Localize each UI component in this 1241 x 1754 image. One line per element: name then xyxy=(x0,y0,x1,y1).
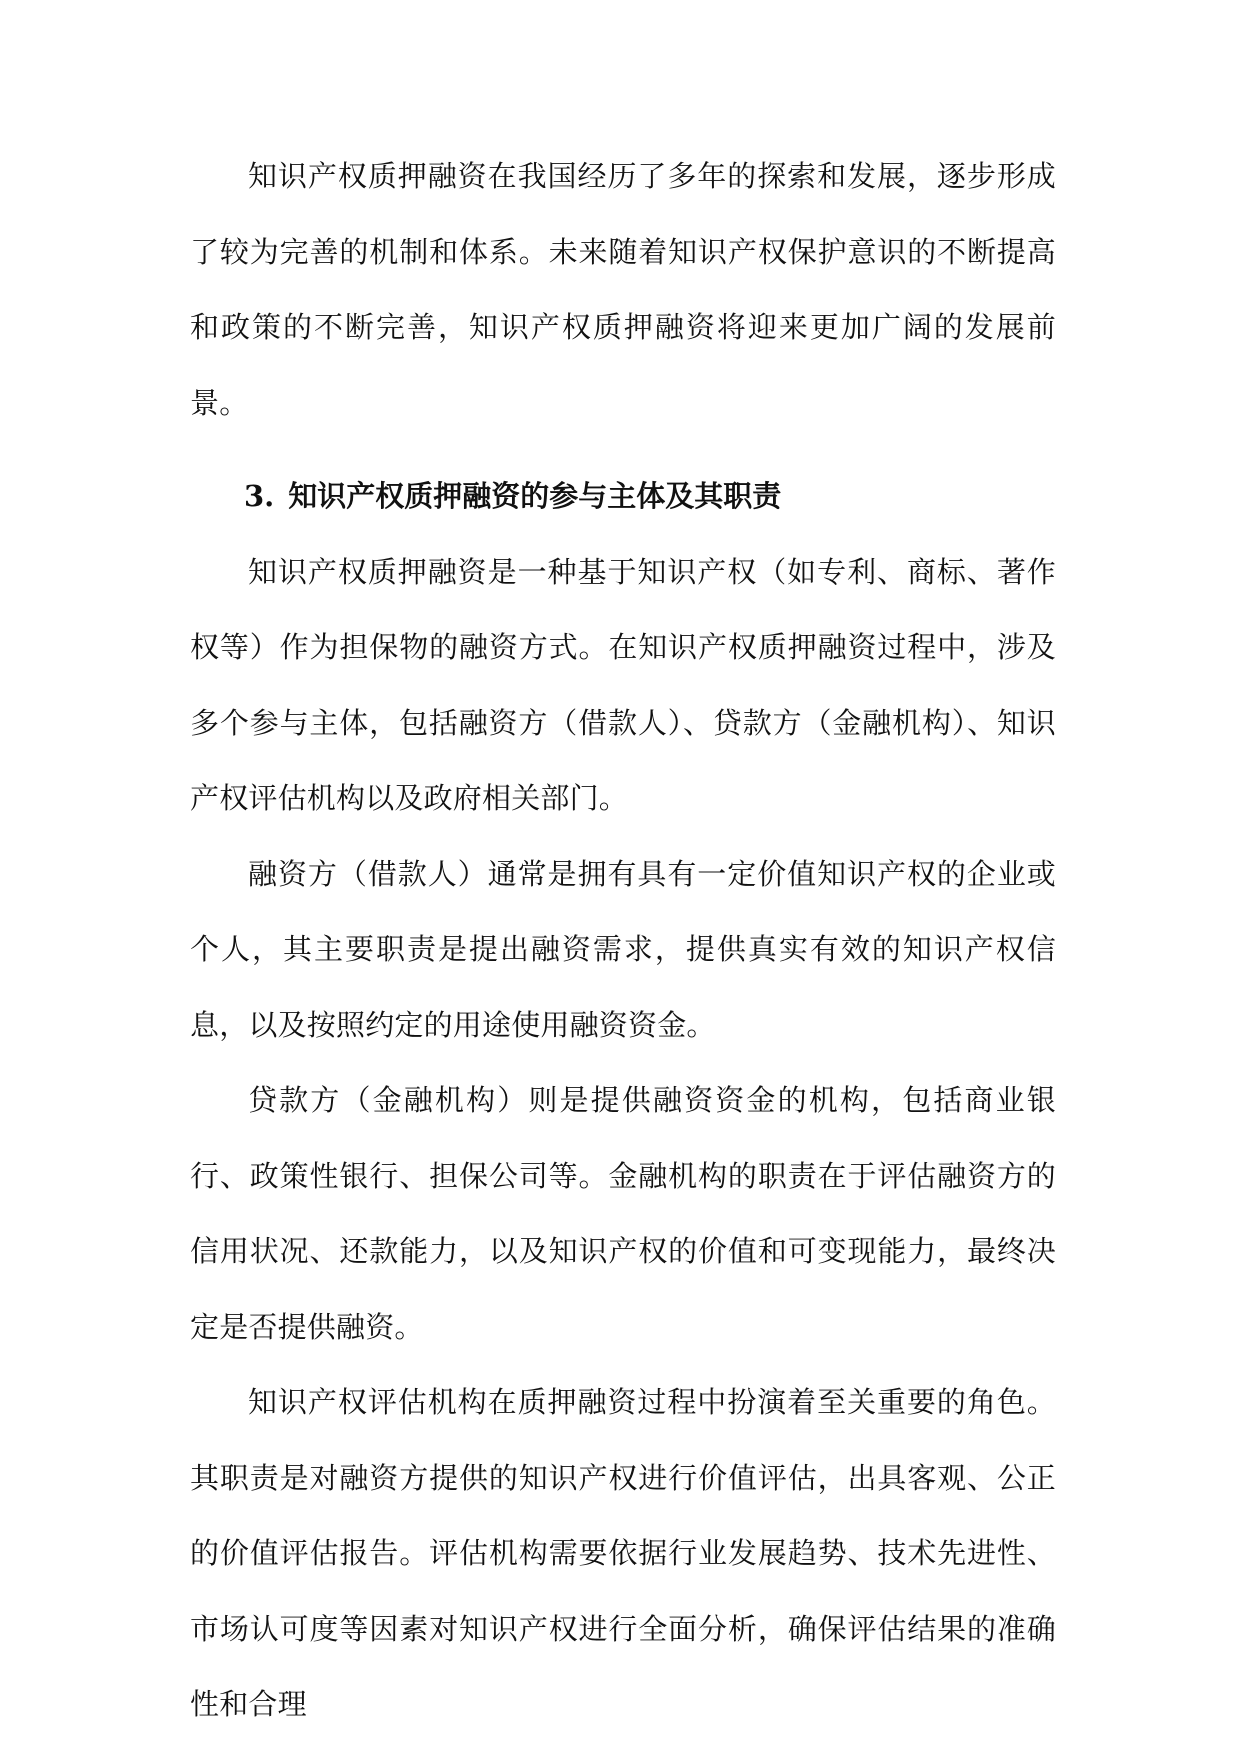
paragraph-appraiser: 知识产权评估机构在质押融资过程中扮演着至关重要的角色。其职责是对融资方提供的知识产权进行价值评估，出具客观、公正的价值评估报告。评估机构需要依据行业发展趋势、技术先进性、市场认可度等因素对知识产权进行全面分析，确保评估结果的准确性和合理 xyxy=(190,1385,1056,1721)
paragraph-borrower: 融资方（借款人）通常是拥有具有一定价值知识产权的企业或个人，其主要职责是提出融资需求，提供真实有效的知识产权信息，以及按照约定的用途使用融资资金。 xyxy=(190,856,1056,1042)
paragraph-intro: 知识产权质押融资在我国经历了多年的探索和发展，逐步形成了较为完善的机制和体系。未来随着知识产权保护意识的不断提高和政策的不断完善，知识产权质押融资将迎来更加广阔的发展前景。 xyxy=(190,159,1056,420)
section-title: 知识产权质押融资的参与主体及其职责 xyxy=(288,479,782,513)
section-number: 3. xyxy=(244,479,275,513)
document-body xyxy=(190,139,1056,1743)
paragraph-lender: 贷款方（金融机构）则是提供融资资金的机构，包括商业银行、政策性银行、担保公司等。金融机构的职责在于评估融资方的信用状况、还款能力，以及知识产权的价值和可变现能力，最终决定是否提供融资。 xyxy=(190,1083,1056,1344)
paragraph-overview: 知识产权质押融资是一种基于知识产权（如专利、商标、著作权等）作为担保物的融资方式。在知识产权质押融资过程中，涉及多个参与主体，包括融资方（借款人）、贷款方（金融机构）、知识产权评估机构以及政府相关部门。 xyxy=(190,554,1056,815)
section-heading xyxy=(190,459,1056,535)
